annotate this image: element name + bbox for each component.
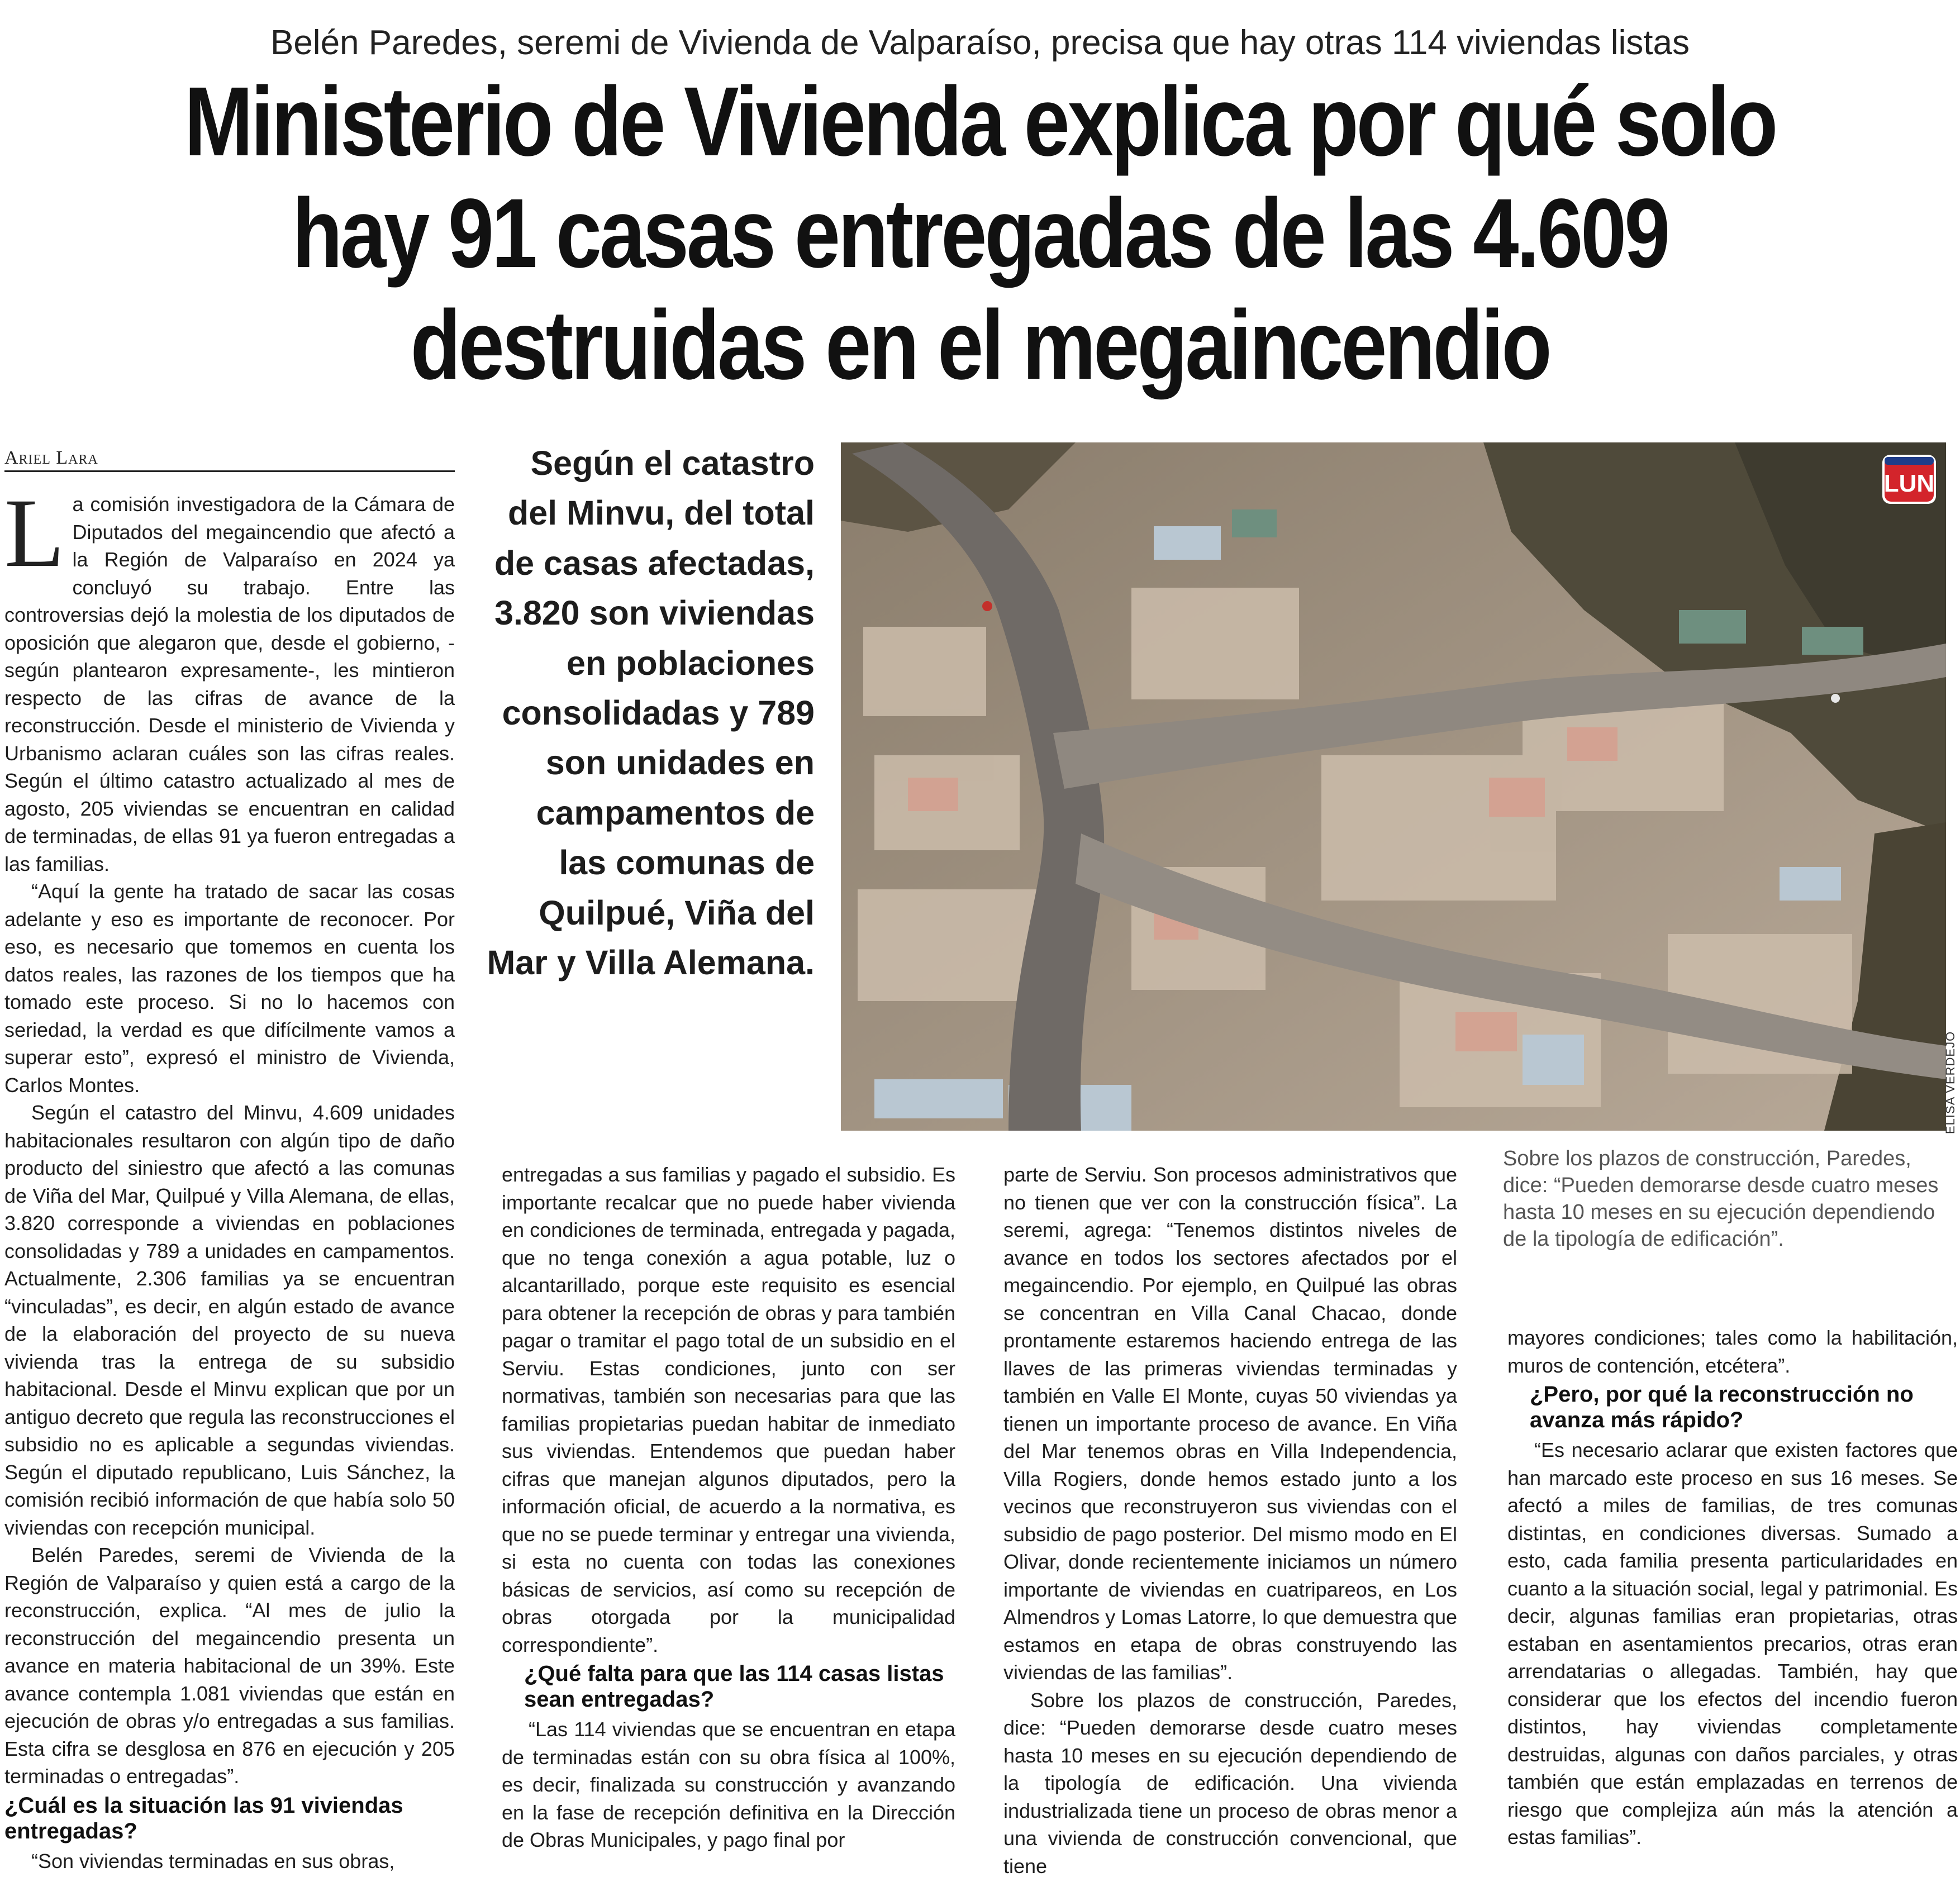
article-column-2: [502, 1161, 955, 1854]
subheading: ¿Pero, por qué la reconstrucción no avanza más rápido?: [1530, 1382, 1914, 1432]
aerial-photo: [841, 442, 1946, 1131]
paragraph: Según el catastro del Minvu, 4.609 unidades habitacionales resultaron con algún tipo de daño producto del siniestro que afectó a las comunas de Viña del Mar, Quilpué y Villa Alemana, de ellas, 3.820 corresponde a viviendas en poblaciones consolidadas y 789 a unidades en campamentos. Actualmente, 2.306 familias ya se encuentran “vinculadas”, es decir, en algún estado de avance de la elaboración del proyecto de su nueva vivienda tras la entrega de su subsidio habitacional. Desde el Minvu explican que por un antiguo decreto que regula las reconstrucciones el subsidio no es aplicable a segundas viviendas. Según el diputado republicano, Luis Sánchez, la comisión recibió información de que había solo 50 viviendas con recepción municipal.: [4, 1101, 455, 1539]
drop-cap: L: [4, 479, 65, 588]
article-column-3: [1003, 1161, 1457, 1878]
subheading: ¿Cuál es la situación las 91 viviendas entregadas?: [4, 1793, 403, 1843]
paragraph: mayores condiciones; tales como la habilitación, muros de contención, etcétera”.: [1507, 1326, 1958, 1377]
headline: Ministerio de Vivienda explica por qué solo hay 91 casas entregadas de las 4.609 destruidas en el megaincendio: [184, 67, 1776, 400]
paragraph: Belén Paredes, seremi de Vivienda de la Región de Valparaíso y quien está a cargo de la reconstrucción, explica. “Al mes de julio la reconstrucción del megaincendio presenta un avance en materia habitacional de un 39%. Este avance contempla 1.081 viviendas que están en ejecución de obras y/o entregadas a sus familias. Esta cifra se desglosa en 876 en ejecución y 205 terminadas o entregadas”.: [4, 1544, 455, 1788]
paragraph: “Son viviendas terminadas en sus obras,: [31, 1849, 395, 1873]
red-car: [982, 601, 992, 611]
lun-logo: [1882, 455, 1936, 504]
photo-credit: ELISA VERDEJO: [1943, 1031, 1957, 1134]
paragraph: entregadas a sus familias y pagado el subsidio. Es importante recalcar que no puede haber vivienda en condiciones de terminada, entregada y pagada, que no tenga conexión a agua potable, luz o alcantarillado, porque este requisito es esencial para obtener la recepción de obras y para también pagar o tramitar el pago total de un subsidio en el Serviu. Estas condiciones, junto con ser normativas, también son necesarias para que las familias propietarias puedan habitar de inmediato sus viviendas. Entendemos que puedan haber cifras que manejan algunos diputados, pero la información oficial, de acuerdo a la normativa, es que no se puede terminar y entregar una vivienda, si esta no cuenta con todas las conexiones básicas de servicios, así como su recepción de obras otorgada por la municipalidad correspondiente”.: [502, 1163, 955, 1656]
paragraph: “Es necesario aclarar que existen factores que han marcado este proceso en sus 16 meses. Se afectó a miles de familias, de tres comunas distintas, en condiciones diversas. Sumado a esto, cada familia presenta particularidades en cuanto a la situación social, legal y patrimonial. Es decir, algunas familias eran propietarias, otras estaban en asentamientos precarios, otras eran arrendatarias o allegadas. También, hay que considerar que los efectos del incendio fueron distintos, hay viviendas completamente destruidas, algunas con daños parciales, y otras también que están emplazadas en terrenos de riesgo que complejiza aún más la atención a estas familias”.: [1507, 1438, 1958, 1849]
paragraph: [4, 479, 455, 878]
paragraph: Sobre los plazos de construcción, Paredes, dice: “Pueden demorarse desde cuatro meses hasta 10 meses en su ejecución dependiendo de la tipología de edificación. Una vivienda industrializada tiene un proceso de obras menor a una vivienda de construcción convencional, que tiene: [1003, 1688, 1457, 1878]
paragraph: parte de Serviu. Son procesos administrativos que no tienen que ver con la construcción física”. La seremi, agrega: “Tenemos distintos niveles de avance en todos los sectores afectados por el megaincendio. Por ejemplo, en Quilpué las obras se concentran en Villa Canal Chacao, donde prontamente estaremos haciendo entrega de las llaves de las primeras viviendas terminadas y también en Valle El Monte, cuyas 50 viviendas ya tienen un importante proceso de avance. En Viña del Mar tenemos obras en Villa Independencia, Villa Rogiers, donde hemos estado junto a los vecinos que reconstruyeron sus viviendas con el subsidio de pago posterior. Del mismo modo en El Olivar, donde recientemente iniciamos un número importante de viviendas en cuatripareos, en Los Almendros y Lomas Latorre, lo que demuestra que estamos en etapa de obras construyendo las viviendas de las familias”.: [1003, 1163, 1457, 1684]
paragraph: “Aquí la gente ha tratado de sacar las cosas adelante y eso es importante de reconocer. Por eso, es necesario que tomemos en cuenta los datos reales, las razones de los tiempos que ha tomado este proceso. Si no lo hacemos con seriedad, la verdad es que difícilmente vamos a superar esto”, expresó el ministro de Vivienda, Carlos Montes.: [4, 880, 455, 1097]
subheading: ¿Qué falta para que las 114 casas listas sean entregadas?: [524, 1661, 944, 1712]
paragraph: “Las 114 viviendas que se encuentran en etapa de terminadas están con su obra física al 100%, es decir, finalizada su construcción y avanzando en la fase de recepción definitiva en la Dirección de Obras Municipales, y pago final por: [502, 1718, 955, 1851]
article-column-1: [4, 479, 455, 1873]
aerial-photo-illustration: [841, 442, 1946, 1131]
pull-quote: Según el catastro del Minvu, del total de casas afectadas, 3.820 son viviendas en poblaciones consolidadas y 789 son unidades en campamentos de las comunas de Quilpué, Viña del Mar y Villa Alemana.: [487, 444, 815, 982]
article-column-4: [1507, 1324, 1958, 1860]
lun-logo-text: LUN: [1883, 470, 1935, 497]
byline: Ariel Lara: [4, 447, 455, 472]
kicker: Belén Paredes, seremi de Vivienda de Valparaíso, precisa que hay otras 114 viviendas listas: [270, 23, 1690, 62]
paragraph-text: a comisión investigadora de la Cámara de Diputados del megaincendio que afectó a la Región de Valparaíso en 2024 ya concluyó su trabajo. Entre las controversias dejó la molestia de los diputados de oposición que alegaron que, desde el gobierno, -según plantearon expresamente-, les mintieron respecto de las cifras de avance de la reconstrucción. Desde el ministerio de Vivienda y Urbanismo aclaran cuáles son las cifras reales. Según el último catastro actualizado al mes de agosto, 205 viviendas se encuentran en calidad de terminadas, de ellas 91 ya fueron entregadas a las familias.: [4, 493, 455, 875]
side-note: Sobre los plazos de construcción, Paredes, dice: “Pueden demorarse desde cuatro meses hasta 10 meses en su ejecución dependiendo de la tipología de edificación”.: [1503, 1147, 1939, 1251]
